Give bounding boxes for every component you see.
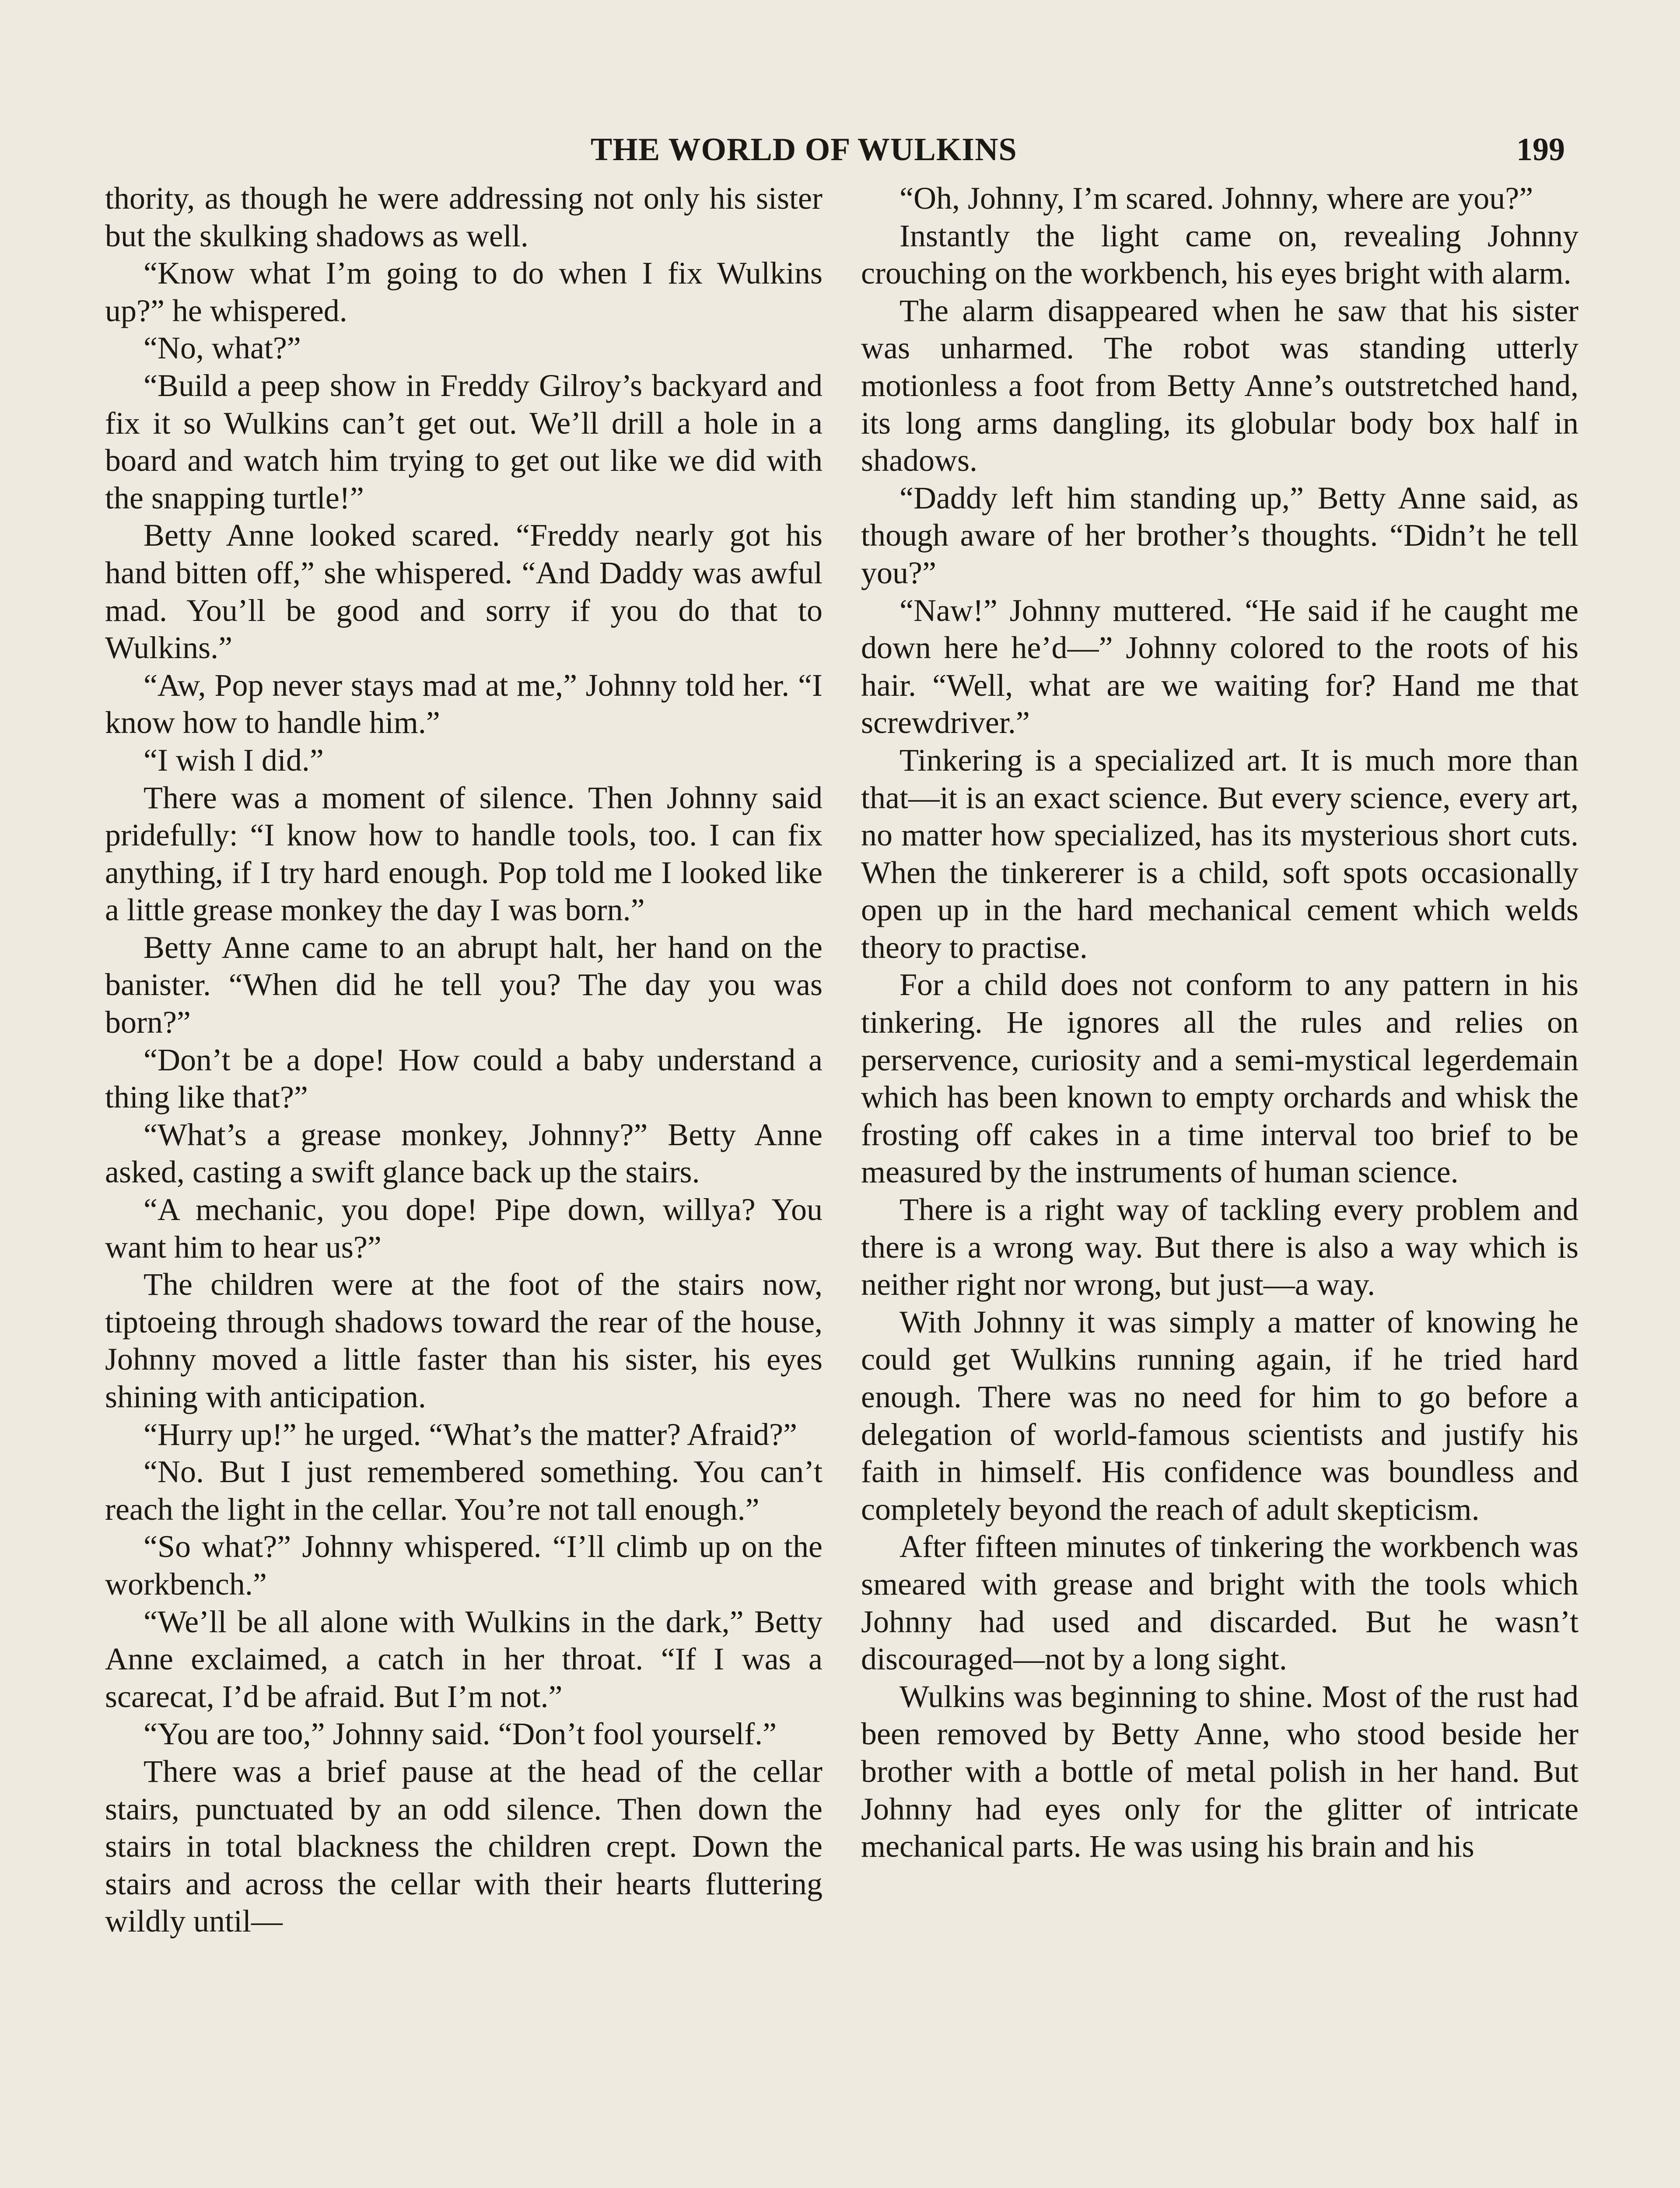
page-number: 199 <box>1516 132 1565 168</box>
paragraph: For a child does not conform to any pattern in his tinkering. He ignores all the rules and relies on perservence, curiosity and a semi-mystical legerdemain which has been known to empty orchards and whisk the frosting off cakes in a time interval too brief to be measured by the instruments of human science. <box>861 967 1578 1190</box>
paragraph: “Don’t be a dope! How could a baby understand a thing like that?” <box>105 1042 822 1115</box>
paragraph: thority, as though he were addressing not only his sister but the skulking shadows as well. <box>105 181 822 253</box>
paragraph: “We’ll be all alone with Wulkins in the dark,” Betty Anne exclaimed, a catch in her throat. “If I was a scarecat, I’d be afraid. But I’m not.” <box>105 1604 822 1714</box>
paragraph: “No, what?” <box>144 330 301 366</box>
paragraph: “No. But I just remembered something. You can’t reach the light in the cellar. You’re not tall enough.” <box>105 1454 822 1527</box>
paragraph: “Daddy left him standing up,” Betty Anne said, as though aware of her brother’s thoughts. “Didn’t he tell you?” <box>861 480 1578 590</box>
paragraph: With Johnny it was simply a matter of knowing he could get Wulkins running again, if he tried hard enough. There was no need for him to go before a delegation of world-famous scientists and justify his faith in himself. His confidence was boundless and completely beyond the reach of adult skepticism. <box>861 1304 1578 1527</box>
paragraph: “A mechanic, you dope! Pipe down, willya? You want him to hear us?” <box>105 1192 822 1265</box>
left-column <box>105 180 822 1940</box>
paragraph: “You are too,” Johnny said. “Don’t fool yourself.” <box>144 1716 777 1752</box>
paragraph: Wulkins was beginning to shine. Most of the rust had been removed by Betty Anne, who stood beside her brother with a bottle of metal polish in her hand. But Johnny had eyes only for the glitter of intricate mechanical parts. He was using his brain and his <box>861 1679 1578 1864</box>
paragraph: The alarm disappeared when he saw that his sister was unharmed. The robot was standing utterly motionless a foot from Betty Anne’s outstretched hand, its long arms dangling, its globular body box half in shadows. <box>861 293 1578 478</box>
paragraph: Instantly the light came on, revealing Johnny crouching on the workbench, his eyes bright with alarm. <box>861 218 1578 291</box>
paragraph: After fifteen minutes of tinkering the workbench was smeared with grease and bright with the tools which Johnny had used and discarded. But he wasn’t discouraged—not by a long sight. <box>861 1529 1578 1677</box>
paragraph: There is a right way of tackling every problem and there is a wrong way. But there is also a way which is neither right nor wrong, but just—a way. <box>861 1192 1578 1302</box>
paragraph: “Build a peep show in Freddy Gilroy’s backyard and fix it so Wulkins can’t get out. We’ll drill a hole in a board and watch him trying to get out like we did with the snapping turtle!” <box>105 368 822 515</box>
right-column <box>861 180 1578 1865</box>
paragraph: Betty Anne looked scared. “Freddy nearly got his hand bitten off,” she whispered. “And Daddy was awful mad. You’ll be good and sorry if you do that to Wulkins.” <box>105 518 822 666</box>
paragraph: “Naw!” Johnny muttered. “He said if he caught me down here he’d—” Johnny colored to the roots of his hair. “Well, what are we waiting for? Hand me that screwdriver.” <box>861 593 1578 740</box>
paragraph: There was a moment of silence. Then Johnny said pridefully: “I know how to handle tools, too. I can fix anything, if I try hard enough. Pop told me I looked like a little grease monkey the day I was born.” <box>105 780 822 928</box>
paragraph: “Hurry up!” he urged. “What’s the matter? Afraid?” <box>144 1417 797 1452</box>
paragraph: “So what?” Johnny whispered. “I’ll climb up on the workbench.” <box>105 1529 822 1602</box>
paragraph: There was a brief pause at the head of the cellar stairs, punctuated by an odd silence. Then down the stairs in total blackness the children crept. Down the stairs and across the cellar with their hearts fluttering wildly until— <box>105 1753 822 1939</box>
paragraph: “Aw, Pop never stays mad at me,” Johnny told her. “I know how to handle him.” <box>105 667 822 740</box>
paragraph: “Oh, Johnny, I’m scared. Johnny, where are you?” <box>900 181 1533 216</box>
paragraph: The children were at the foot of the stairs now, tiptoeing through shadows toward the rear of the house, Johnny moved a little faster than his sister, his eyes shining with anticipation. <box>105 1267 822 1414</box>
running-title: THE WORLD OF WULKINS <box>591 132 1017 168</box>
paragraph: “Know what I’m going to do when I fix Wulkins up?” he whispered. <box>105 256 822 328</box>
page-header <box>0 131 1680 175</box>
paragraph: Tinkering is a specialized art. It is much more than that—it is an exact science. But every science, every art, no matter how specialized, has its mysterious short cuts. When the tinkererer is a child, soft spots occasionally open up in the hard mechanical cement which welds theory to practise. <box>861 742 1578 965</box>
paragraph: Betty Anne came to an abrupt halt, her hand on the banister. “When did he tell you? The day you was born?” <box>105 929 822 1040</box>
paragraph: “I wish I did.” <box>144 742 324 778</box>
paragraph: “What’s a grease monkey, Johnny?” Betty Anne asked, casting a swift glance back up the stairs. <box>105 1117 822 1190</box>
